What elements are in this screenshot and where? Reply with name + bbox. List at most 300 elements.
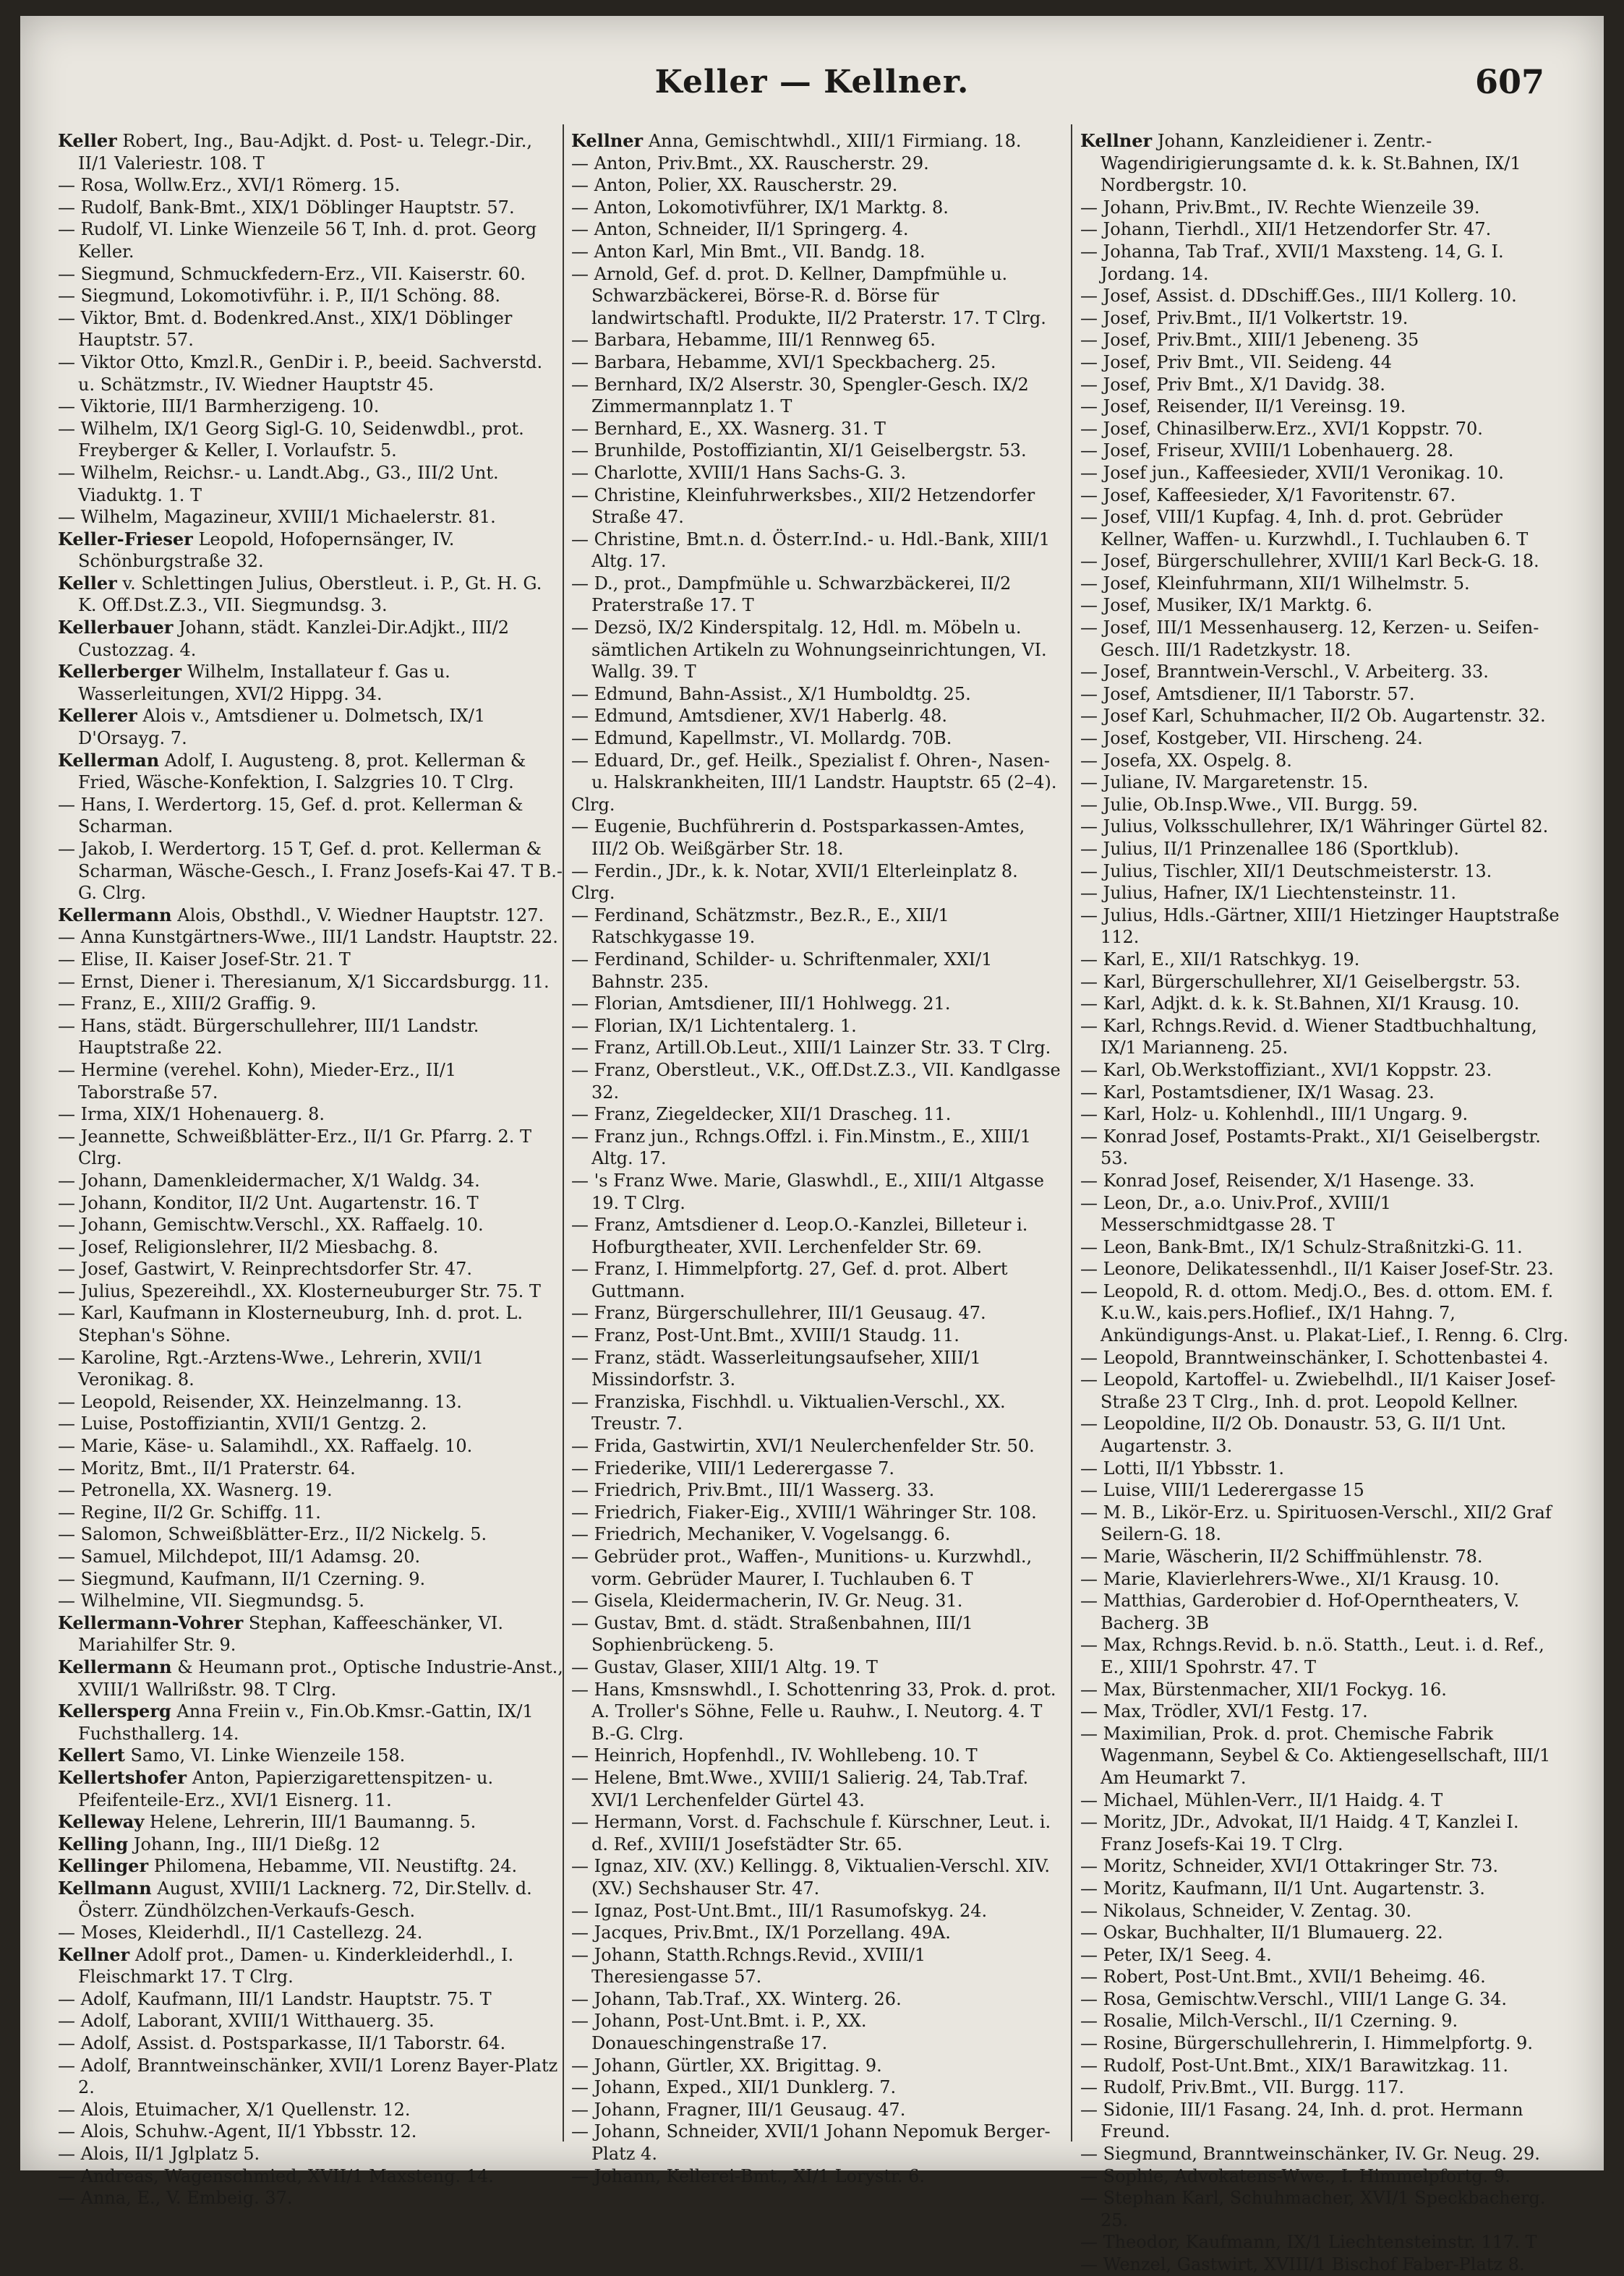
directory-entry xyxy=(1080,617,1572,661)
entry-surname: Keller-Frieser xyxy=(58,528,193,549)
entry-text: — Ernst, Diener i. Theresianum, X/1 Siccardsburgg. 11. xyxy=(58,971,550,992)
directory-entry xyxy=(571,1302,1063,1325)
column-2 xyxy=(571,130,1063,2186)
entry-text: — Viktor Otto, Kmzl.R., GenDir i. P., beeid. Sachverstd. u. Schätzmstr., IV. Wiedner Hauptstr 45. xyxy=(58,351,543,395)
directory-entry xyxy=(571,484,1063,529)
directory-entry xyxy=(571,949,1063,993)
directory-entry xyxy=(571,1325,1063,1347)
entry-text: — Franz, Post-Unt.Bmt., XVIII/1 Staudg. 11. xyxy=(571,1325,960,1346)
entry-text: — Adolf, Assist. d. Postsparkasse, II/1 Taborstr. 64. xyxy=(58,2033,506,2054)
directory-entry xyxy=(1080,1944,1572,1967)
entry-text: — Johann, Post-Unt.Bmt. i. P., XX. Donaueschingenstraße 17. xyxy=(571,2011,867,2054)
entry-text: — Wilhelm, Magazineur, XVIII/1 Michaelerstr. 81. xyxy=(58,507,496,528)
entry-surname: Kellner xyxy=(571,130,644,151)
directory-entry xyxy=(1080,2055,1572,2077)
directory-entry xyxy=(58,1192,564,1215)
entry-text: — Regine, II/2 Gr. Schiffg. 11. xyxy=(58,1502,321,1523)
directory-entry xyxy=(58,1811,564,1834)
entry-text: — Lotti, II/1 Ybbsstr. 1. xyxy=(1080,1458,1285,1479)
entry-text: — Moritz, Bmt., II/1 Praterstr. 64. xyxy=(58,1458,356,1479)
entry-text: — Irma, XIX/1 Hohenauerg. 8. xyxy=(58,1104,325,1125)
directory-entry xyxy=(58,2143,564,2165)
directory-entry xyxy=(58,1015,564,1059)
directory-entry xyxy=(1080,1988,1572,2011)
directory-entry xyxy=(571,241,1063,263)
directory-entry xyxy=(1080,218,1572,241)
entry-text: — Wilhelmine, VII. Siegmundsg. 5. xyxy=(58,1591,365,1612)
entry-text: — Ferdin., JDr., k. k. Notar, XVII/1 Elterleinplatz 8. xyxy=(571,860,1018,881)
entry-text: — Rosa, Gemischtw.Verschl., VIII/1 Lange G. 34. xyxy=(1080,1988,1508,2009)
entry-text: — Siegmund, Lokomotivführ. i. P., II/1 Schöng. 88. xyxy=(58,286,501,307)
directory-entry xyxy=(571,1502,1063,1524)
entry-text: — Sophie, Advokatens-Wwe., I. Himmelpfortg. 9. xyxy=(1080,2165,1510,2186)
directory-entry xyxy=(1080,1900,1572,1922)
entry-text: — Anna, E., V. Embeig. 37. xyxy=(58,2188,293,2209)
entry-text: — Siegmund, Schmuckfedern-Erz., VII. Kaiserstr. 60. xyxy=(58,263,526,284)
entry-text: — Josef, Priv Bmt., VII. Seideng. 44 xyxy=(1080,351,1392,372)
entry-surname: Kellerbauer xyxy=(58,617,174,638)
entry-text: — Franz, Amtsdiener d. Leop.O.-Kanzlei, Billeteur i. Hofburgtheater, XVII. Lerchenfelder Str. 69. xyxy=(571,1215,1028,1257)
entry-text: — Josef, Reisender, II/1 Vereinsg. 19. xyxy=(1080,396,1406,417)
directory-entry xyxy=(571,2165,1063,2188)
entry-text: Samo, VI. Linke Wienzeile 158. xyxy=(130,1745,406,1766)
entry-text: — Jakob, I. Werdertorg. 15 T, Gef. d. prot. Kellerman & Scharman, Wäsche-Gesch., I. Franz Josefs-Kai 47. T B.-G. Clrg. xyxy=(58,839,563,904)
entry-text: — Matthias, Garderobier d. Hof-Operntheaters, V. Bacherg. 3B xyxy=(1080,1591,1520,1633)
entry-text: — Rudolf, VI. Linke Wienzeile 56 T, Inh. d. prot. Georg Keller. xyxy=(58,219,537,262)
directory-entry xyxy=(571,882,1063,904)
entry-surname: Kellerer xyxy=(58,705,137,727)
directory-entry xyxy=(58,661,564,705)
column-divider xyxy=(1071,124,1072,2142)
entry-text: — Max, Rchngs.Revid. b. n.ö. Statth., Leut. i. d. Ref., E., XIII/1 Spohrstr. 47. T xyxy=(1080,1635,1544,1677)
entry-text: — Helene, Bmt.Wwe., XVIII/1 Salierig. 24, Tab.Traf. XVI/1 Lerchenfelder Gürtel 43. xyxy=(571,1767,1029,1810)
entry-text: — Josef, Branntwein-Verschl., V. Arbeiterg. 33. xyxy=(1080,662,1489,683)
entry-text: — Josef, Assist. d. DDschiff.Ges., III/1 Kollerg. 10. xyxy=(1080,286,1517,307)
directory-entry xyxy=(58,573,564,617)
entry-text: — Franziska, Fischhdl. u. Viktualien-Verschl., XX. Treustr. 7. xyxy=(571,1391,1006,1434)
directory-entry xyxy=(58,307,564,351)
entry-surname: Kellersperg xyxy=(58,1700,171,1722)
directory-entry xyxy=(1080,594,1572,617)
entry-text: — Josef, Friseur, XVIII/1 Lobenhauerg. 28. xyxy=(1080,440,1454,461)
directory-entry xyxy=(1080,816,1572,838)
entry-text: — Hans, städt. Bürgerschullehrer, III/1 Landstr. Hauptstraße 22. xyxy=(58,1015,479,1058)
entry-surname: Kellerberger xyxy=(58,661,182,683)
directory-entry xyxy=(1080,1634,1572,1678)
directory-entry xyxy=(571,904,1063,949)
directory-entry xyxy=(1080,1855,1572,1878)
directory-entry xyxy=(571,2055,1063,2077)
entry-text: v. Schlettingen Julius, Oberstleut. i. P., Gt. H. G. K. Off.Dst.Z.3., VII. Siegmundsg. 3. xyxy=(78,573,542,616)
directory-entry xyxy=(58,1391,564,1413)
entry-text: — Luise, Postoffiziantin, XVII/1 Gentzg. 2. xyxy=(58,1413,427,1434)
entry-text: — Franz, Bürgerschullehrer, III/1 Geusaug. 47. xyxy=(571,1303,986,1324)
directory-entry xyxy=(571,462,1063,484)
directory-entry xyxy=(1080,440,1572,462)
entry-text: — Julius, II/1 Prinzenallee 186 (Sportklub). xyxy=(1080,839,1459,859)
entry-text: — Johanna, Tab Traf., XVII/1 Maxsteng. 14, G. I. Jordang. 14. xyxy=(1080,241,1504,284)
directory-entry xyxy=(58,174,564,197)
entry-text: — Julie, Ob.Insp.Wwe., VII. Burgg. 59. xyxy=(1080,794,1419,815)
directory-entry xyxy=(58,1479,564,1502)
entry-text: — Alois, II/1 Jglplatz 5. xyxy=(58,2144,260,2165)
directory-entry xyxy=(1080,1568,1572,1591)
entry-text: — Karl, E., XII/1 Ratschkyg. 19. xyxy=(1080,949,1360,970)
directory-entry xyxy=(1080,573,1572,595)
directory-entry xyxy=(1080,971,1572,993)
directory-entry xyxy=(1080,197,1572,219)
entry-text: — Wilhelm, IX/1 Georg Sigl-G. 10, Seidenwdbl., prot. Freyberger & Keller, I. Vorlaufstr. 5. xyxy=(58,418,524,461)
entry-surname: Keller xyxy=(58,572,117,594)
entry-text: — Leon, Bank-Bmt., IX/1 Schulz-Straßnitzki-G. 11. xyxy=(1080,1236,1523,1257)
entry-surname: Kellermann xyxy=(58,1656,172,1677)
entry-text: — Bernhard, E., XX. Wasnerg. 31. T xyxy=(571,418,886,439)
directory-entry xyxy=(58,529,564,573)
entry-text: — Johann, Damenkleidermacher, X/1 Waldg. 34. xyxy=(58,1170,480,1191)
entry-text: Wilhelm, Installateur f. Gas u. Wasserleitungen, XVI/2 Hippg. 34. xyxy=(78,662,450,704)
directory-entry xyxy=(1080,1236,1572,1259)
directory-entry xyxy=(571,1037,1063,1059)
directory-entry xyxy=(58,794,564,838)
directory-entry xyxy=(1080,285,1572,307)
entry-text: August, XVIII/1 Lacknerg. 72, Dir.Stellv. d. Österr. Zündhölzchen-Verkaufs-Gesch. xyxy=(78,1878,532,1921)
directory-entry xyxy=(1080,705,1572,727)
directory-entry xyxy=(1080,130,1572,197)
directory-entry xyxy=(1080,771,1572,794)
directory-entry xyxy=(58,838,564,904)
directory-entry xyxy=(1080,1922,1572,1944)
entry-text: — Leonore, Delikatessenhdl., II/1 Kaiser Josef-Str. 23. xyxy=(1080,1259,1554,1280)
entry-text: — Rudolf, Post-Unt.Bmt., XIX/1 Barawitzkag. 11. xyxy=(1080,2055,1509,2076)
entry-text: — Frida, Gastwirtin, XVI/1 Neulerchenfelder Str. 50. xyxy=(571,1436,1035,1457)
directory-entry xyxy=(571,2010,1063,2054)
directory-entry xyxy=(1080,838,1572,860)
directory-entry xyxy=(58,218,564,262)
entry-text: — Gustav, Glaser, XIII/1 Altg. 19. T xyxy=(571,1656,878,1677)
directory-entry xyxy=(1080,395,1572,418)
directory-entry xyxy=(1080,2010,1572,2032)
entry-text: — Max, Trödler, XVI/1 Festg. 17. xyxy=(1080,1701,1368,1722)
entry-text: — Rosalie, Milch-Verschl., II/1 Czerning. 9. xyxy=(1080,2011,1458,2032)
entry-text: — Friedrich, Mechaniker, V. Vogelsangg. 6. xyxy=(571,1524,951,1545)
entry-text: — Wenzel, Gastwirt, XVIII/1 Bischof Faber-Platz 8. xyxy=(1080,2254,1525,2275)
directory-entry xyxy=(571,1745,1063,1767)
directory-entry xyxy=(571,1059,1063,1103)
entry-text: — Karl, Kaufmann in Klosterneuburg, Inh. d. prot. L. Stephan's Söhne. xyxy=(58,1303,523,1346)
entry-text: Anna, Gemischtwhdl., XIII/1 Firmiang. 18. xyxy=(648,131,1022,151)
directory-entry xyxy=(571,1922,1063,1944)
entry-text: — Marie, Klavierlehrers-Wwe., XI/1 Krausg. 10. xyxy=(1080,1568,1500,1589)
entry-text: — Alois, Etuimacher, X/1 Quellenstr. 12. xyxy=(58,2099,411,2120)
page-header: Keller — Kellner. xyxy=(654,64,970,100)
directory-entry xyxy=(571,351,1063,374)
directory-entry xyxy=(571,1214,1063,1258)
directory-entry xyxy=(1080,1966,1572,1988)
directory-entry xyxy=(1080,882,1572,904)
directory-entry xyxy=(1080,2187,1572,2231)
entry-text: — Gisela, Kleidermacherin, IV. Gr. Neug. 31. xyxy=(571,1591,963,1612)
directory-entry xyxy=(571,1435,1063,1458)
directory-entry xyxy=(58,1236,564,1259)
directory-entry xyxy=(58,197,564,219)
entry-text: — Johann, Schneider, XVII/1 Johann Nepomuk Berger-Platz 4. xyxy=(571,2121,1051,2165)
entry-text: — Josef, Religionslehrer, II/2 Miesbachg. 8. xyxy=(58,1236,439,1257)
entry-text: — Robert, Post-Unt.Bmt., XVII/1 Beheimg. 46. xyxy=(1080,1967,1486,1988)
directory-entry xyxy=(571,705,1063,727)
entry-text: — Rudolf, Bank-Bmt., XIX/1 Döblinger Hauptstr. 57. xyxy=(58,197,515,218)
entry-text: — Julius, Volksschullehrer, IX/1 Währinger Gürtel 82. xyxy=(1080,816,1549,837)
entry-text: — Franz, I. Himmelpfortg. 27, Gef. d. prot. Albert Guttmann. xyxy=(571,1259,1008,1301)
entry-text: — Josef, Amtsdiener, II/1 Taborstr. 57. xyxy=(1080,683,1415,704)
entry-text: — Peter, IX/1 Seeg. 4. xyxy=(1080,1944,1272,1965)
directory-entry xyxy=(58,1878,564,1922)
entry-text: — Leopold, R. d. ottom. Medj.O., Bes. d. ottom. EM. f. K.u.W., kais.pers.Hoflief., IX/1 Hahng. 7, Ankündigungs-Anst. u. Plakat-Lief., I. Renng. 6. Clrg. xyxy=(1080,1280,1569,1346)
entry-text: — Josef, VIII/1 Kupfag. 4, Inh. d. prot. Gebrüder Kellner, Waffen- u. Kurzwhdl., I. Tuchlauben 6. T xyxy=(1080,507,1529,549)
directory-entry xyxy=(58,926,564,949)
entry-text: — Adolf, Laborant, XVIII/1 Witthauerg. 35. xyxy=(58,2011,435,2032)
entry-text: Clrg. xyxy=(571,883,615,904)
column-3 xyxy=(1080,130,1572,2275)
entry-text: — Edmund, Bahn-Assist., X/1 Humboldtg. 25. xyxy=(571,683,971,704)
entry-text: Robert, Ing., Bau-Adjkt. d. Post- u. Telegr.-Dir., II/1 Valeriestr. 108. T xyxy=(78,131,532,174)
entry-text: — Nikolaus, Schneider, V. Zentag. 30. xyxy=(1080,1900,1412,1921)
entry-text: Clrg. xyxy=(571,794,615,815)
entry-text: Anna Freiin v., Fin.Ob.Kmsr.-Gattin, IX/1 Fuchsthallerg. 14. xyxy=(78,1701,534,1744)
directory-entry xyxy=(1080,484,1572,507)
directory-entry xyxy=(58,1170,564,1192)
directory-entry xyxy=(571,993,1063,1015)
entry-text: — Ignaz, XIV. (XV.) Kellingg. 8, Viktualien-Verschl. XIV. (XV.) Sechshauser Str. 47. xyxy=(571,1856,1050,1899)
directory-entry xyxy=(58,1059,564,1103)
directory-entry xyxy=(571,1988,1063,2011)
directory-entry xyxy=(1080,1679,1572,1701)
entry-text: — Karl, Adjkt. d. k. k. St.Bahnen, XI/1 Krausg. 10. xyxy=(1080,993,1520,1014)
entry-text: — Konrad Josef, Reisender, X/1 Hasenge. 33. xyxy=(1080,1170,1475,1191)
entry-text: — Moritz, Schneider, XVI/1 Ottakringer Str. 73. xyxy=(1080,1856,1499,1877)
entry-surname: Kellner xyxy=(58,1943,130,1965)
directory-entry xyxy=(1080,1103,1572,1126)
entry-text: — Johann, Priv.Bmt., IV. Rechte Wienzeile 39. xyxy=(1080,197,1480,218)
directory-entry xyxy=(58,617,564,661)
directory-entry xyxy=(1080,2099,1572,2143)
entry-text: — Moritz, JDr., Advokat, II/1 Haidg. 4 T, Kanzlei I. Franz Josefs-Kai 19. T Clrg. xyxy=(1080,1812,1519,1854)
entry-text: — Rosine, Bürgerschullehrerin, I. Himmelpfortg. 9. xyxy=(1080,2033,1533,2054)
entry-text: — Luise, VIII/1 Lederergasse 15 xyxy=(1080,1480,1364,1501)
directory-entry xyxy=(1080,1502,1572,1546)
directory-entry xyxy=(571,153,1063,175)
directory-entry xyxy=(58,130,564,174)
entry-text: — Anna Kunstgärtners-Wwe., III/1 Landstr. Hauptstr. 22. xyxy=(58,927,558,948)
directory-entry xyxy=(1080,2165,1572,2188)
directory-entry xyxy=(571,263,1063,330)
directory-entry xyxy=(571,617,1063,683)
entry-text: — Elise, II. Kaiser Josef-Str. 21. T xyxy=(58,949,351,970)
entry-surname: Kellinger xyxy=(58,1855,149,1877)
entry-text: — D., prot., Dampfmühle u. Schwarzbäckerei, II/2 Praterstraße 17. T xyxy=(571,573,1012,616)
directory-entry xyxy=(571,529,1063,573)
entry-text: — Samuel, Milchdepot, III/1 Adamsg. 20. xyxy=(58,1546,421,1567)
directory-entry xyxy=(1080,2076,1572,2099)
directory-entry xyxy=(1080,307,1572,330)
directory-entry xyxy=(1080,1878,1572,1900)
entry-text: — 's Franz Wwe. Marie, Glaswhdl., E., XIII/1 Altgasse 19. T Clrg. xyxy=(571,1170,1044,1213)
entry-text: — Anton Karl, Min Bmt., VII. Bandg. 18. xyxy=(571,241,926,262)
directory-entry xyxy=(58,1767,564,1811)
entry-text: — Josef, Chinasilberw.Erz., XVI/1 Koppstr. 70. xyxy=(1080,418,1483,439)
entry-text: — Hermann, Vorst. d. Fachschule f. Kürschner, Leut. i. d. Ref., XVIII/1 Josefstädter Str. 65. xyxy=(571,1812,1051,1854)
directory-entry xyxy=(1080,1369,1572,1413)
entry-text: — Friedrich, Fiaker-Eig., XVIII/1 Währinger Str. 108. xyxy=(571,1502,1037,1523)
entry-text: — Heinrich, Hopfenhdl., IV. Wohllebeng. 10. T xyxy=(571,1745,978,1766)
entry-text: — Gustav, Bmt. d. städt. Straßenbahnen, III/1 Sophienbrückeng. 5. xyxy=(571,1612,973,1656)
directory-entry xyxy=(571,2099,1063,2121)
entry-text: — Andreas, Wagenschmied, XVII/1 Maxsteng. 14. xyxy=(58,2165,494,2186)
entry-text: — Josef, Kleinfuhrmann, XII/1 Wilhelmstr. 5. xyxy=(1080,573,1470,594)
directory-entry xyxy=(58,418,564,462)
entry-text: Leopold, Hofopernsänger, IV. Schönburgstraße 32. xyxy=(78,529,455,572)
entry-surname: Kellerman xyxy=(58,749,160,771)
entry-text: — Josef Karl, Schuhmacher, II/2 Ob. Augartenstr. 32. xyxy=(1080,706,1546,727)
directory-entry xyxy=(58,705,564,749)
directory-entry xyxy=(58,993,564,1015)
entry-text: — Josef, Bürgerschullehrer, XVIII/1 Karl Beck-G. 18. xyxy=(1080,551,1539,572)
entry-text: — Anton, Polier, XX. Rauscherstr. 29. xyxy=(571,175,898,196)
directory-entry xyxy=(571,1767,1063,1811)
directory-entry xyxy=(58,1612,564,1656)
directory-entry xyxy=(58,1523,564,1546)
directory-entry xyxy=(571,2076,1063,2099)
directory-entry xyxy=(58,2055,564,2099)
directory-entry xyxy=(571,1679,1063,1745)
directory-entry xyxy=(58,395,564,418)
directory-entry xyxy=(571,750,1063,794)
directory-entry xyxy=(58,1458,564,1480)
directory-entry xyxy=(58,1568,564,1591)
entry-text: — Edmund, Amtsdiener, XV/1 Haberlg. 48. xyxy=(571,706,947,727)
directory-entry xyxy=(1080,351,1572,374)
directory-page xyxy=(20,16,1604,2275)
entry-text: — Edmund, Kapellmstr., VI. Mollardg. 70B. xyxy=(571,728,952,749)
directory-entry xyxy=(1080,1280,1572,1347)
entry-text: — Adolf, Kaufmann, III/1 Landstr. Hauptstr. 75. T xyxy=(58,1988,492,2009)
directory-entry xyxy=(58,1944,564,1988)
entry-text: — Karl, Holz- u. Kohlenhdl., III/1 Ungarg. 9. xyxy=(1080,1104,1469,1125)
entry-text: — Franz, E., XIII/2 Graffig. 9. xyxy=(58,993,317,1014)
directory-entry xyxy=(58,2165,564,2188)
entry-surname: Kellermann-Vohrer xyxy=(58,1612,244,1633)
directory-entry xyxy=(58,1834,564,1856)
entry-text: — Josef, Priv.Bmt., II/1 Volkertstr. 19. xyxy=(1080,307,1409,328)
directory-entry xyxy=(1080,1789,1572,1812)
directory-entry xyxy=(58,2099,564,2121)
directory-entry xyxy=(571,1170,1063,1214)
entry-text: Helene, Lehrerin, III/1 Baumanng. 5. xyxy=(149,1812,476,1833)
entry-text: — Barbara, Hebamme, XVI/1 Speckbacherg. 25. xyxy=(571,351,996,372)
entry-text: — Josef, Gastwirt, V. Reinprechtsdorfer Str. 47. xyxy=(58,1259,473,1280)
directory-entry xyxy=(58,1700,564,1745)
directory-entry xyxy=(1080,329,1572,351)
entry-text: — Hermine (verehel. Kohn), Mieder-Erz., II/1 Taborstraße 57. xyxy=(58,1059,457,1103)
entry-text: Alois, Obsthdl., V. Wiedner Hauptstr. 127. xyxy=(177,904,544,925)
directory-entry xyxy=(571,1590,1063,1612)
entry-text: — Viktor, Bmt. d. Bodenkred.Anst., XIX/1 Döblinger Hauptstr. 57. xyxy=(58,307,513,351)
directory-entry xyxy=(1080,1723,1572,1789)
entry-text: — Brunhilde, Postoffiziantin, XI/1 Geiselbergstr. 53. xyxy=(571,440,1027,461)
directory-entry xyxy=(58,1413,564,1435)
entry-surname: Keller xyxy=(58,130,117,151)
entry-text: — Ignaz, Post-Unt.Bmt., III/1 Rasumofskyg. 24. xyxy=(571,1900,988,1921)
entry-text: — Arnold, Gef. d. prot. D. Kellner, Dampfmühle u. Schwarzbäckerei, Börse-R. d. Börse für landwirtschaftl. Produkte, II/2 Praterstr. 17. T Clrg. xyxy=(571,263,1046,328)
entry-text: — Josef, Kostgeber, VII. Hirscheng. 24. xyxy=(1080,728,1423,749)
entry-text: — Salomon, Schweißblätter-Erz., II/2 Nickelg. 5. xyxy=(58,1524,487,1545)
directory-entry xyxy=(571,1391,1063,1435)
entry-text: — Friedrich, Priv.Bmt., III/1 Wasserg. 33. xyxy=(571,1480,935,1501)
entry-text: — Johann, Gürtler, XX. Brigittag. 9. xyxy=(571,2055,882,2076)
entry-text: — Viktorie, III/1 Barmherzigeng. 10. xyxy=(58,396,380,417)
entry-text: — Friederike, VIII/1 Lederergasse 7. xyxy=(571,1458,894,1479)
directory-entry xyxy=(1080,1700,1572,1723)
entry-text: — Leopold, Kartoffel- u. Zwiebelhdl., II/1 Kaiser Josef-Straße 23 T Clrg., Inh. d. prot. Leopold Kellner. xyxy=(1080,1369,1556,1412)
directory-entry xyxy=(58,2032,564,2055)
directory-entry xyxy=(571,1103,1063,1126)
directory-entry xyxy=(1080,2032,1572,2055)
entry-text: — Jeannette, Schweißblätter-Erz., II/1 Gr. Pfarrg. 2. T Clrg. xyxy=(58,1126,532,1169)
entry-surname: Kellmann xyxy=(58,1877,152,1899)
directory-entry xyxy=(571,218,1063,241)
column-1 xyxy=(58,130,564,2209)
entry-text: — Eduard, Dr., gef. Heilk., Spezialist f. Ohren-, Nasen- u. Halskrankheiten, III/1 Landstr. Hauptstr. 65 (2–4). xyxy=(571,750,1057,793)
entry-text: Philomena, Hebamme, VII. Neustiftg. 24. xyxy=(153,1856,518,1877)
directory-entry xyxy=(1080,1126,1572,1170)
entry-text: — Marie, Wäscherin, II/2 Schiffmühlenstr. 78. xyxy=(1080,1546,1483,1567)
directory-entry xyxy=(58,2010,564,2032)
entry-text: — Rosa, Wollw.Erz., XVI/1 Römerg. 15. xyxy=(58,175,401,196)
entry-text: — Siegmund, Branntweinschänker, IV. Gr. Neug. 29. xyxy=(1080,2144,1540,2165)
entry-text: — Hans, Kmsnswhdl., I. Schottenring 33, Prok. d. prot. A. Troller's Söhne, Felle u. Rauhw., I. Neutorg. 4. T B.-G. Clrg. xyxy=(571,1679,1056,1744)
directory-entry xyxy=(58,2121,564,2143)
directory-entry xyxy=(571,174,1063,197)
entry-text: — M. B., Likör-Erz. u. Spirituosen-Verschl., XII/2 Graf Seilern-G. 18. xyxy=(1080,1502,1552,1545)
directory-entry xyxy=(1080,1347,1572,1369)
entry-text: Johann, Ing., III/1 Dießg. 12 xyxy=(133,1834,380,1854)
entry-text: — Josef, Musiker, IX/1 Marktg. 6. xyxy=(1080,595,1372,616)
entry-text: — Josef jun., Kaffeesieder, XVII/1 Veronikag. 10. xyxy=(1080,462,1504,483)
entry-text: — Hans, I. Werdertorg. 15, Gef. d. prot. Kellerman & Scharman. xyxy=(58,794,523,837)
directory-entry xyxy=(58,1302,564,1346)
directory-entry xyxy=(58,1546,564,1568)
directory-entry xyxy=(58,1347,564,1391)
directory-entry xyxy=(1080,241,1572,285)
directory-entry xyxy=(1080,1413,1572,1457)
entry-surname: Kelling xyxy=(58,1833,129,1854)
directory-entry xyxy=(58,1126,564,1170)
entry-text: — Anton, Priv.Bmt., XX. Rauscherstr. 29. xyxy=(571,153,929,174)
directory-entry xyxy=(571,860,1063,883)
entry-text: — Petronella, XX. Wasnerg. 19. xyxy=(58,1480,333,1501)
page-number: 607 xyxy=(1474,62,1544,101)
entry-text: — Leopold, Branntweinschänker, I. Schottenbastei 4. xyxy=(1080,1347,1549,1368)
directory-entry xyxy=(58,2187,564,2209)
entry-text: — Karl, Bürgerschullehrer, XI/1 Geiselbergstr. 53. xyxy=(1080,971,1521,992)
directory-entry xyxy=(58,1214,564,1236)
entry-text: Alois v., Amtsdiener u. Dolmetsch, IX/1 D'Orsayg. 7. xyxy=(78,706,486,749)
directory-entry xyxy=(571,1656,1063,1679)
entry-text: — Theodor, Kaufmann, IX/1 Liechtensteinstr. 117. T xyxy=(1080,2232,1537,2253)
directory-entry xyxy=(571,1811,1063,1855)
directory-entry xyxy=(1080,661,1572,683)
directory-entry xyxy=(1080,506,1572,550)
directory-entry xyxy=(58,351,564,395)
